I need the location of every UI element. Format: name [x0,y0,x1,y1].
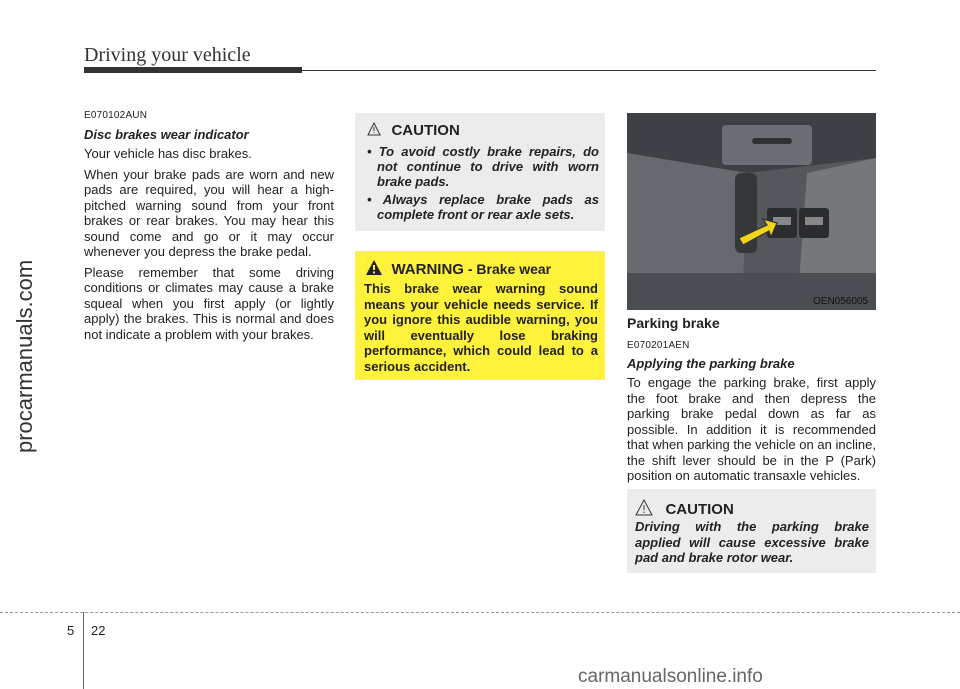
caution-box [627,489,876,573]
header-rule-thick [84,67,302,73]
warning-heading: WARNING [391,261,464,278]
caution-item: • Always replace brake pads as complete front or rear axle sets. [367,192,599,222]
caution-list [359,144,599,225]
caution-item: • To avoid costly brake repairs, do not continue to drive with worn brake pads. [367,144,599,189]
caution-heading: CAUTION [391,122,460,139]
section-code: E070201AEN [627,340,690,351]
paragraph: Please remember that some driving conditions or climates may cause a brake squeal when you first apply (or lightly apply) the brakes. This is normal and does not indicate a problem with your brakes. [84,264,334,342]
warning-heading-row [365,259,551,279]
caution-triangle-icon [635,499,653,516]
photo-label: OEN056005 [813,296,869,307]
parking-brake-paragraph: To engage the parking brake, first apply the foot brake and then depress the parking brake pedal down as far as possible. In addition it is recommended that when parking the vehicle on an incline, the shift lever should be in the P (Park) position on automatic transaxle vehicles. [627,375,876,483]
header-rule-thin [302,70,876,71]
side-watermark-text: procarmanuals.com [12,259,37,453]
paragraph: When your brake pads are worn and new pads are required, you will hear a high-pitched warning sound from your front brakes or rear brakes. You may hear this sound come and go or it may occur whenever you depress the brake pedal. [84,166,334,259]
right-column [627,315,876,484]
applying-parking-brake-subheading: Applying the parking brake [627,356,795,371]
warning-subheading: - Brake wear [463,261,552,277]
caution-heading: CAUTION [665,501,734,518]
warning-triangle-icon [365,259,383,276]
caution-box [355,113,605,231]
page-number: 22 [91,623,106,638]
parking-brake-illustration [627,113,876,310]
bottom-watermark: carmanualsonline.info [578,666,763,687]
caution-heading-row [635,499,734,519]
caution-triangle-icon [367,122,381,136]
chapter-number: 5 [67,623,75,638]
left-column [84,110,334,347]
side-watermark [5,235,41,455]
disc-brakes-subheading: Disc brakes wear indicator [84,127,249,142]
page-header-title: Driving your vehicle [84,44,251,66]
left-body-text [84,146,334,342]
footer-vertical-rule [83,612,84,689]
parking-brake-title: Parking brake [627,315,720,331]
footer-divider [0,612,960,613]
caution-heading-row [367,122,460,140]
parking-brake-photo [627,113,876,310]
caution-text: Driving with the parking brake applied will cause excessive brake pad and brake rotor wear. [635,519,869,565]
warning-text: This brake wear warning sound means your vehicle needs service. If you ignore this audible warning, you will eventually lose braking performance, which could lead to a serious accident. [364,281,598,374]
section-code: E070102AUN [84,110,148,121]
warning-box [355,251,605,380]
paragraph: Your vehicle has disc brakes. [84,146,252,161]
